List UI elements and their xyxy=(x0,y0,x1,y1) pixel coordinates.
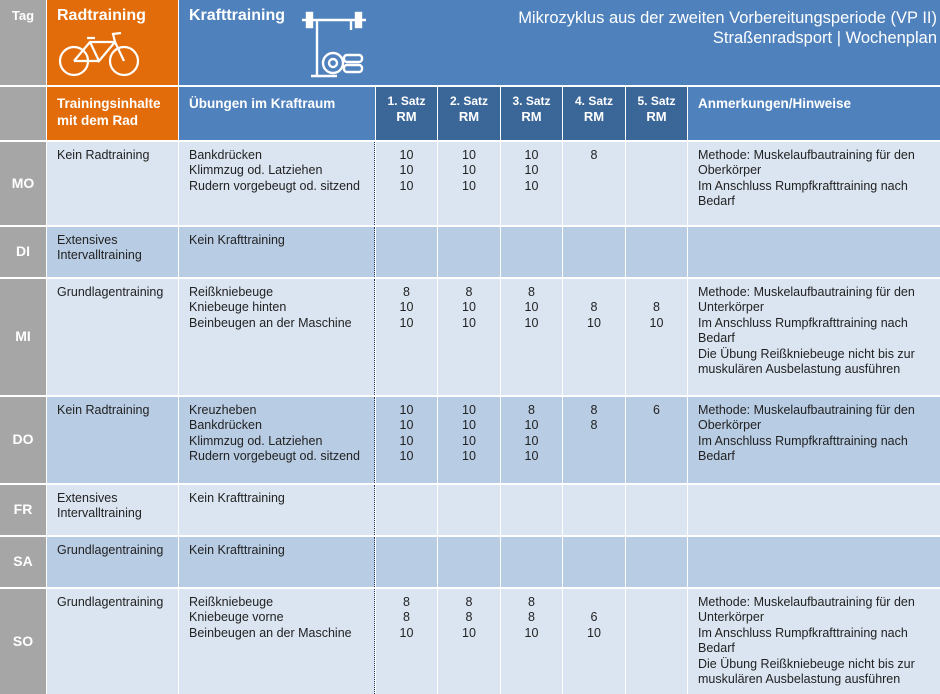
satz1-cell xyxy=(376,485,437,535)
notes-cell xyxy=(688,279,940,395)
notes-column-label: Anmerkungen/Hinweise xyxy=(698,96,852,111)
rep-value: 8 xyxy=(403,610,410,625)
rad-column-header xyxy=(47,87,178,140)
rad-training-line: Intervalltraining xyxy=(57,506,142,521)
rep-value: 10 xyxy=(462,315,476,330)
day-label-mi: MI xyxy=(0,279,46,395)
rep-value: 8 xyxy=(465,285,473,299)
satz4-unit: RM xyxy=(583,109,605,124)
rad-training-line: Grundlagentraining xyxy=(57,595,164,609)
satz3-cell xyxy=(501,537,562,587)
exercise-line: Bankdrücken xyxy=(189,418,262,433)
satz2-label: 2. Satz xyxy=(449,94,488,108)
satz1-label: 1. Satz xyxy=(387,94,426,108)
notes-cell xyxy=(688,227,940,277)
tag-header-spacer xyxy=(0,87,46,140)
rep-value: 10 xyxy=(399,433,414,448)
rep-value: 8 xyxy=(528,285,535,299)
rep-value: 8 xyxy=(590,403,598,417)
day-label-di: DI xyxy=(0,227,46,277)
krafttraining-header xyxy=(179,0,940,85)
rep-value: 8 xyxy=(590,148,598,162)
exercise-cell xyxy=(179,537,375,587)
rep-value: 10 xyxy=(462,163,476,178)
day-label-mo: MO xyxy=(0,142,46,225)
rep-value: 10 xyxy=(524,178,539,193)
satz2-cell xyxy=(438,485,500,535)
rep-value: 10 xyxy=(524,449,539,464)
tag-header: Tag xyxy=(0,0,46,85)
rad-training-cell xyxy=(47,589,178,694)
satz3-cell xyxy=(501,397,562,483)
rep-value: 8 xyxy=(653,300,660,315)
rep-value: 10 xyxy=(399,403,414,417)
rep-value: 10 xyxy=(587,625,601,640)
satz5-unit: RM xyxy=(646,109,667,124)
exercise-line: Reißkniebeuge xyxy=(189,595,274,609)
satz3-cell xyxy=(501,279,562,395)
exercise-line: Reißkniebeuge xyxy=(189,285,274,299)
satz5-cell xyxy=(626,142,687,225)
rad-column-header-line2: mit dem Rad xyxy=(57,113,139,128)
notes-cell xyxy=(688,537,940,587)
radtraining-title: Radtraining xyxy=(57,7,146,24)
bicycle-icon xyxy=(57,28,141,80)
rep-value: 10 xyxy=(399,625,414,640)
rad-training-cell xyxy=(47,142,178,225)
exercise-line: Kreuzheben xyxy=(189,403,257,417)
note-line: Methode: Muskelaufbautraining für den xyxy=(698,148,915,162)
rad-column-header-line1: Trainingsinhalte xyxy=(57,96,161,111)
rep-value: 8 xyxy=(465,595,473,609)
note-line: Methode: Muskelaufbautraining für den xyxy=(698,403,915,417)
rep-value xyxy=(563,595,625,610)
note-line: Methode: Muskelaufbautraining für den xyxy=(698,595,915,609)
satz4-cell xyxy=(563,142,625,225)
note-line: Die Übung Reißkniebeuge nicht bis zur xyxy=(698,656,915,671)
rad-training-line: Intervalltraining xyxy=(57,248,142,263)
rep-value xyxy=(626,285,687,300)
rep-value: 10 xyxy=(524,433,539,448)
satz3-cell xyxy=(501,589,562,694)
rad-training-line: Grundlagentraining xyxy=(57,543,164,557)
rep-value: 10 xyxy=(462,178,476,193)
satz3-cell xyxy=(501,142,562,225)
satz2-cell xyxy=(438,397,500,483)
radtraining-header xyxy=(47,0,178,85)
barbell-rack-icon xyxy=(299,8,369,80)
satz2-cell xyxy=(438,589,500,694)
satz2-cell xyxy=(438,537,500,587)
note-line: Oberkörper xyxy=(698,163,762,178)
note-line: Methode: Muskelaufbautraining für den xyxy=(698,285,915,299)
rep-value: 8 xyxy=(465,610,473,625)
rep-value: 6 xyxy=(590,610,598,625)
day-label-do: DO xyxy=(0,397,46,483)
rad-training-line: Extensives xyxy=(57,233,118,247)
day-label-fr: FR xyxy=(0,485,46,535)
exercise-line: Rudern vorgebeugt od. sitzend xyxy=(189,178,360,193)
uebungen-column-label: Übungen im Kraftraum xyxy=(189,96,336,111)
uebungen-column-header xyxy=(179,87,375,140)
satz2-cell xyxy=(438,279,500,395)
satz4-label: 4. Satz xyxy=(574,94,613,108)
rad-training-cell xyxy=(47,227,178,277)
rad-training-line: Kein Radtraining xyxy=(57,148,150,162)
rep-value: 10 xyxy=(587,315,601,330)
notes-column-header xyxy=(688,87,940,140)
rep-value: 10 xyxy=(524,625,539,640)
exercise-line: Beinbeugen an der Maschine xyxy=(189,315,352,330)
note-line: Bedarf xyxy=(698,331,735,346)
plan-title-line1: Mikrozyklus aus der zweiten Vorbereitungsperiode (VP II) xyxy=(518,9,937,27)
rep-value: 8 xyxy=(528,403,535,417)
note-line: Oberkörper xyxy=(698,418,762,433)
satz5-cell xyxy=(626,227,687,277)
rad-training-cell xyxy=(47,397,178,483)
rad-training-cell xyxy=(47,485,178,535)
satz2-cell xyxy=(438,227,500,277)
note-line: muskulären Ausbelastung ausführen xyxy=(698,672,901,687)
satz4-cell xyxy=(563,537,625,587)
exercise-line: Klimmzug od. Latziehen xyxy=(189,163,323,178)
rep-value: 8 xyxy=(590,300,598,315)
satz3-label: 3. Satz xyxy=(512,94,551,108)
satz4-cell xyxy=(563,485,625,535)
exercise-line: Rudern vorgebeugt od. sitzend xyxy=(189,449,360,464)
note-line: Bedarf xyxy=(698,194,735,209)
note-line: Im Anschluss Rumpfkrafttraining nach xyxy=(698,625,908,640)
satz5-cell xyxy=(626,589,687,694)
rad-training-line: Grundlagentraining xyxy=(57,285,164,299)
notes-cell xyxy=(688,485,940,535)
exercise-cell xyxy=(179,397,375,483)
rep-value: 10 xyxy=(399,418,414,433)
rep-value: 10 xyxy=(462,148,476,162)
rad-training-cell xyxy=(47,279,178,395)
exercise-line: Kniebeuge hinten xyxy=(189,300,287,315)
rep-value: 10 xyxy=(399,315,414,330)
satz4-column-header xyxy=(563,87,625,140)
satz3-column-header xyxy=(501,87,562,140)
rep-value: 10 xyxy=(399,300,414,315)
rep-value: 10 xyxy=(462,300,476,315)
rep-value: 10 xyxy=(462,449,476,464)
rep-value: 10 xyxy=(399,178,414,193)
satz1-column-header xyxy=(376,87,437,140)
note-line: Die Übung Reißkniebeuge nicht bis zur xyxy=(698,346,915,361)
satz1-cell xyxy=(376,142,437,225)
note-line: Unterkörper xyxy=(698,610,764,625)
plan-title xyxy=(518,8,937,48)
rad-training-line: Extensives xyxy=(57,491,118,505)
satz5-cell xyxy=(626,485,687,535)
satz1-cell xyxy=(376,589,437,694)
note-line: Bedarf xyxy=(698,449,735,464)
satz1-cell xyxy=(376,227,437,277)
satz3-cell xyxy=(501,227,562,277)
rep-value: 8 xyxy=(528,610,535,625)
day-label-so: SO xyxy=(0,589,46,694)
rep-value: 10 xyxy=(462,433,476,448)
exercise-cell xyxy=(179,142,375,225)
satz2-column-header xyxy=(438,87,500,140)
note-line: Im Anschluss Rumpfkrafttraining nach xyxy=(698,315,908,330)
exercise-line: Kein Krafttraining xyxy=(189,491,285,505)
satz4-cell xyxy=(563,397,625,483)
rep-value: 10 xyxy=(524,300,539,315)
note-line: Unterkörper xyxy=(698,300,764,315)
satz5-cell xyxy=(626,279,687,395)
satz3-unit: RM xyxy=(521,109,542,124)
day-label-sa: SA xyxy=(0,537,46,587)
note-line: muskulären Ausbelastung ausführen xyxy=(698,362,901,377)
rad-training-cell xyxy=(47,537,178,587)
satz4-cell xyxy=(563,227,625,277)
satz5-cell xyxy=(626,397,687,483)
satz3-cell xyxy=(501,485,562,535)
exercise-cell xyxy=(179,485,375,535)
satz1-cell xyxy=(376,537,437,587)
rep-value: 10 xyxy=(524,163,539,178)
satz1-cell xyxy=(376,279,437,395)
exercise-line: Bankdrücken xyxy=(189,148,262,162)
satz2-unit: RM xyxy=(458,109,480,124)
rep-value: 10 xyxy=(649,315,664,330)
notes-cell xyxy=(688,397,940,483)
plan-title-line2: Straßenradsport | Wochenplan xyxy=(712,29,937,47)
satz2-cell xyxy=(438,142,500,225)
notes-cell xyxy=(688,589,940,694)
notes-cell xyxy=(688,142,940,225)
rep-value: 8 xyxy=(590,418,598,433)
rep-value: 10 xyxy=(524,418,539,433)
satz5-cell xyxy=(626,537,687,587)
rep-value: 10 xyxy=(524,148,539,162)
rep-value: 10 xyxy=(399,449,414,464)
rep-value: 8 xyxy=(528,595,535,609)
exercise-line: Klimmzug od. Latziehen xyxy=(189,433,323,448)
satz1-unit: RM xyxy=(396,109,417,124)
rad-training-line: Kein Radtraining xyxy=(57,403,150,417)
rep-value: 10 xyxy=(462,625,476,640)
exercise-cell xyxy=(179,227,375,277)
rep-value xyxy=(563,285,625,300)
satz4-cell xyxy=(563,589,625,694)
rep-value: 6 xyxy=(653,403,660,417)
satz1-cell xyxy=(376,397,437,483)
exercise-line: Kniebeuge vorne xyxy=(189,610,284,625)
satz4-cell xyxy=(563,279,625,395)
note-line: Im Anschluss Rumpfkrafttraining nach xyxy=(698,178,908,193)
rep-value: 10 xyxy=(462,418,476,433)
rep-value: 8 xyxy=(403,595,410,609)
rep-value: 10 xyxy=(399,163,414,178)
exercise-line: Beinbeugen an der Maschine xyxy=(189,625,352,640)
rep-value: 10 xyxy=(462,403,476,417)
satz5-column-header xyxy=(626,87,687,140)
rep-value: 10 xyxy=(399,148,414,162)
exercise-line: Kein Krafttraining xyxy=(189,233,285,247)
krafttraining-title: Krafttraining xyxy=(189,7,285,24)
exercise-cell xyxy=(179,279,375,395)
note-line: Bedarf xyxy=(698,641,735,656)
rep-value: 8 xyxy=(403,285,410,299)
note-line: Im Anschluss Rumpfkrafttraining nach xyxy=(698,433,908,448)
rep-value: 10 xyxy=(524,315,539,330)
satz5-label: 5. Satz xyxy=(637,94,676,108)
exercise-line: Kein Krafttraining xyxy=(189,543,285,557)
exercise-cell xyxy=(179,589,375,694)
